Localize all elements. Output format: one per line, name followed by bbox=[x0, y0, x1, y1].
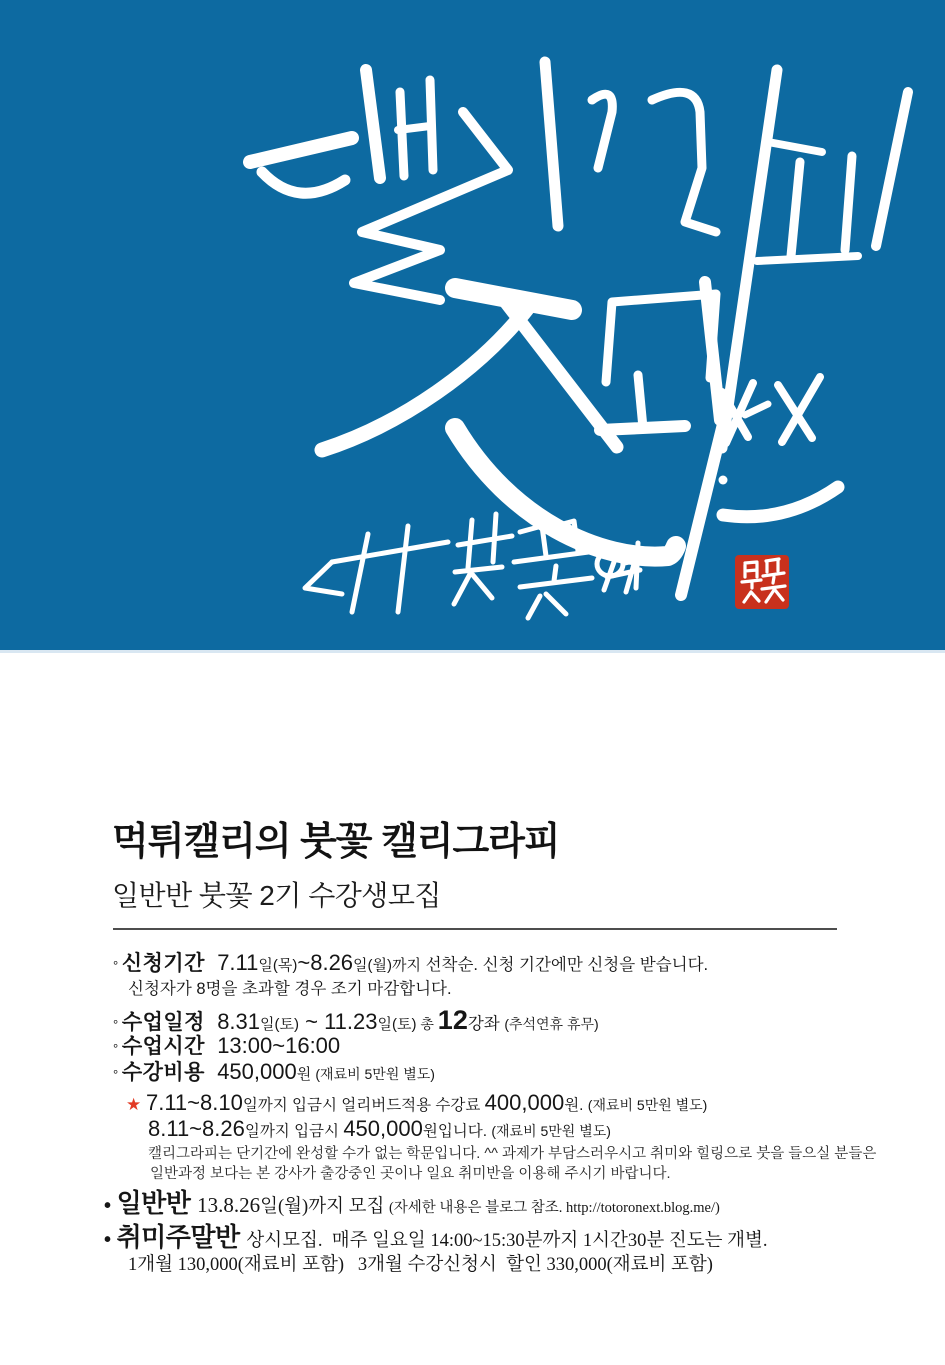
text-label: 수업일정 bbox=[121, 1011, 205, 1034]
line-apply-period bbox=[113, 952, 708, 974]
calligraphy-banner bbox=[0, 0, 945, 653]
page-title: 먹튀캘리의 붓꽃 캘리그라피 bbox=[112, 821, 560, 863]
line-apply-limit bbox=[128, 981, 452, 998]
line-class-time bbox=[113, 1035, 340, 1057]
text-label: 신청기간 bbox=[121, 952, 205, 975]
line-note-2 bbox=[150, 1166, 671, 1182]
degree-bullet: ° bbox=[113, 1017, 122, 1032]
text-label: 수업시간 bbox=[121, 1035, 205, 1058]
text-serif: 일(월)까지 모집 bbox=[260, 1197, 389, 1217]
text-small: (추석연휴 휴무) bbox=[504, 1016, 599, 1032]
text-snum: 13.8.26 bbox=[197, 1193, 261, 1217]
line-normal-fee bbox=[148, 1118, 611, 1140]
text-biglabel: 취미주말반 bbox=[116, 1222, 247, 1252]
text-label: 수강비용 bbox=[121, 1061, 205, 1084]
text-num: 13:00~16:00 bbox=[204, 1033, 341, 1058]
text-num: 450,000 bbox=[204, 1059, 297, 1084]
text-num: 8.11~8.26 bbox=[148, 1116, 245, 1141]
text-fine: 캘리그라피는 단기간에 완성할 수가 없는 학문입니다. ^^ 과제가 부담스러우시고 취미와 힐링으로 붓을 들으실 분들은 bbox=[148, 1146, 877, 1162]
text-num: 7.11~8.10 bbox=[145, 1090, 243, 1115]
text-small: (재료비 5만원 별도) bbox=[491, 1123, 611, 1139]
text-serif: 1개월 130,000(재료비 포함) 3개월 수강신청시 할인 330,000(재료비 포함) bbox=[128, 1255, 713, 1275]
line-general-class bbox=[104, 1190, 720, 1217]
calligraphy-signature-strokes bbox=[305, 514, 640, 618]
line-hobby-price bbox=[128, 1256, 713, 1275]
text-num: ~ 11.23 bbox=[299, 1009, 378, 1034]
text-bignum: 12 bbox=[437, 1005, 468, 1035]
text-txt: 선착순. 신청 기간에만 신청을 받습니다. bbox=[421, 956, 709, 974]
degree-bullet: ° bbox=[113, 1067, 122, 1082]
text-mid: 원. bbox=[564, 1097, 588, 1114]
text-serif: 상시모집. 매주 일요일 14:00~15:30분까지 1시간30분 진도는 개별. bbox=[246, 1231, 768, 1251]
text-part: 일(토) bbox=[260, 1016, 299, 1033]
text-num: 8.31 bbox=[204, 1009, 261, 1034]
line-earlybird bbox=[126, 1092, 707, 1114]
text-mid: 원입니다. bbox=[422, 1123, 492, 1140]
text-part: 일(목) bbox=[258, 957, 298, 974]
text-part: 원 bbox=[296, 1066, 316, 1083]
text-num: 7.11 bbox=[204, 950, 259, 975]
text-mid: 일까지 입금시 얼리버드적용 수강료 bbox=[242, 1097, 485, 1114]
page-subtitle: 일반반 붓꽃 2기 수강생모집 bbox=[112, 880, 441, 911]
text-part: 일(월)까지 bbox=[353, 957, 421, 974]
artist-seal bbox=[735, 555, 789, 609]
line-fee bbox=[113, 1061, 435, 1083]
text-num: ~8.26 bbox=[297, 950, 354, 975]
text-fine: 일반과정 보다는 본 강사가 출강중인 곳이나 일요 취미반을 이용해 주시기 바랍니다. bbox=[150, 1166, 671, 1182]
line-note-1 bbox=[148, 1146, 876, 1162]
text-small: (재료비 5만원 별도) bbox=[587, 1097, 708, 1113]
line-schedule bbox=[113, 1007, 599, 1034]
bullet-icon: • bbox=[104, 1229, 117, 1251]
text-biglabel: 일반반 bbox=[116, 1188, 198, 1218]
text-num: 400,000 bbox=[484, 1090, 565, 1115]
degree-bullet: ° bbox=[113, 958, 122, 973]
blog-url-text: (자세한 내용은 블로그 참조. http://totoronext.blog.me/) bbox=[388, 1200, 720, 1216]
text-small: 총 bbox=[416, 1016, 438, 1032]
text-txt: 신청자가 8명을 초과할 경우 조기 마감합니다. bbox=[128, 980, 452, 998]
text-part: 일(토) bbox=[377, 1016, 417, 1033]
degree-bullet: ° bbox=[113, 1041, 122, 1056]
star-icon: ★ bbox=[126, 1095, 146, 1114]
text-small: (재료비 5만원 별도) bbox=[315, 1066, 435, 1082]
text-txt: 강좌 bbox=[467, 1015, 505, 1033]
text-mid: 일까지 입금시 bbox=[244, 1123, 344, 1140]
divider-rule bbox=[113, 928, 837, 930]
bullet-icon: • bbox=[104, 1195, 117, 1217]
calligraphy-artwork bbox=[0, 0, 945, 650]
line-hobby-class bbox=[104, 1224, 767, 1251]
text-num: 450,000 bbox=[343, 1116, 423, 1141]
